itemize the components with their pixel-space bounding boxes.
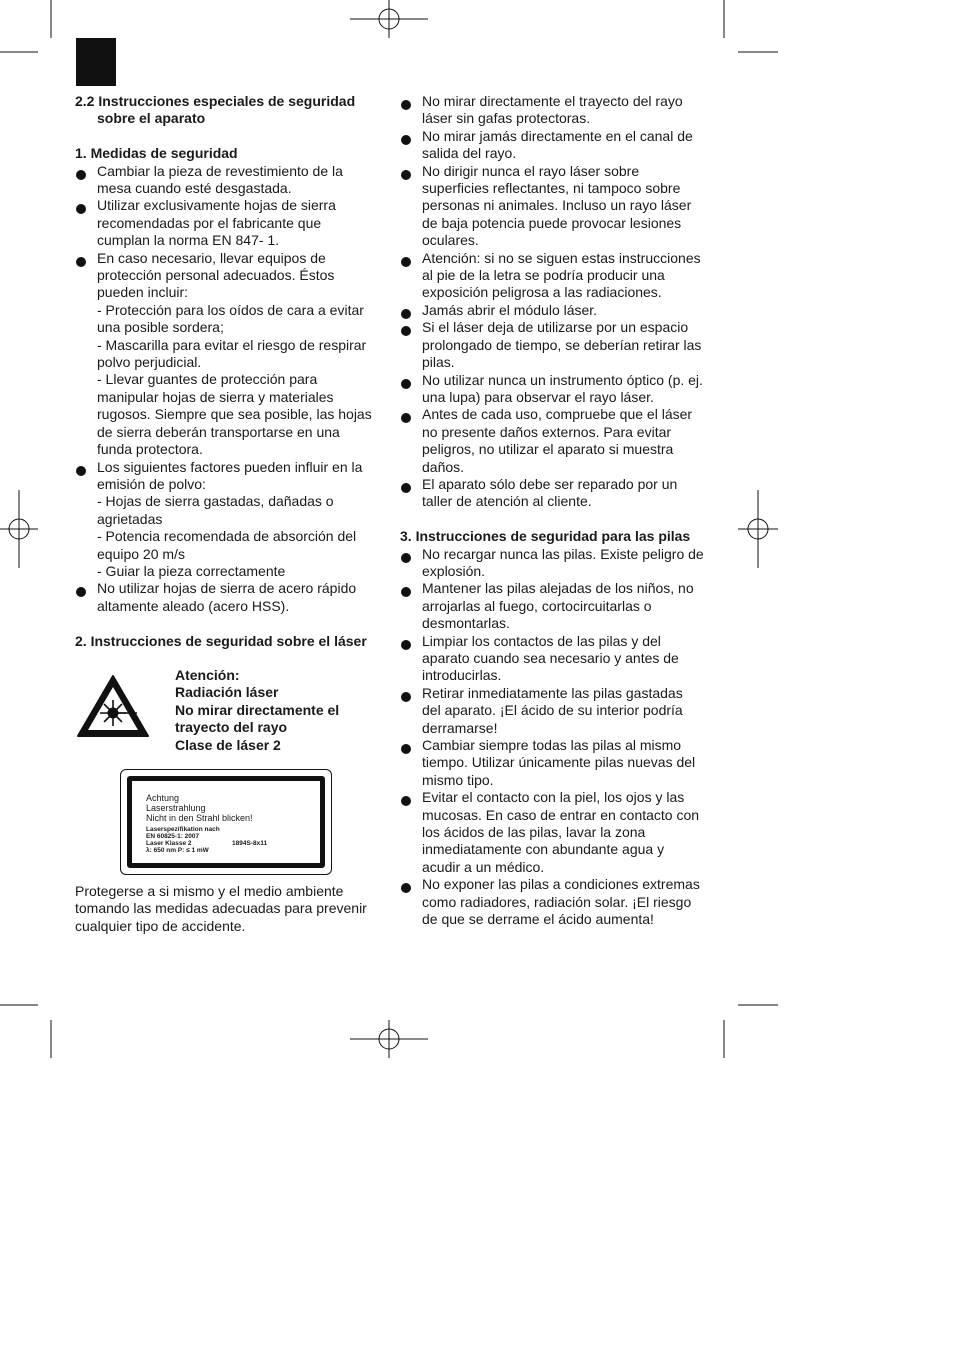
list-item: No utilizar nunca un instrumento óptico (p. ej. una lupa) para observar el rayo láser. — [400, 372, 705, 407]
list-item: No dirigir nunca el rayo láser sobre superficies reflectantes, ni tampoco sobre personas ni animales. Incluso un rayo láser de baja potencia puede provocar lesiones oculares. — [400, 163, 705, 250]
closing-paragraph: Protegerse a si mismo y el medio ambiente tomando las medidas adecuadas para prevenir cualquier tipo de accidente. — [75, 882, 367, 934]
list-item: Cambiar siempre todas las pilas al mismo tiempo. Utilizar únicamente pilas nuevas del mismo tipo. — [400, 737, 705, 789]
laser-label: Achtung Laserstrahlung Nicht in den Strahl blicken! Laserspezifikation nach EN 60825-1: 2007 Laser Klasse 2 1894S-8x11 λ: 650 nm P: ≤ 1 mW — [120, 769, 332, 875]
list-subitem: - Llevar guantes de protección para manipular hojas de sierra y materiales rugosos. Siempre que sea posible, las hojas de sierra deberán transportarse en una funda protectora. — [97, 371, 372, 458]
section-1-title: 1. Medidas de seguridad — [75, 145, 238, 162]
list-item: Atención: si no se siguen estas instrucciones al pie de la letra se podría producir una exposición peligrosa a las radiaciones. — [400, 250, 705, 302]
list-item: En caso necesario, llevar equipos de protección personal adecuados. Éstos pueden incluir: - Protección para los oídos de cara a evitar una posible sordera; - Mascarilla para evitar el riesgo de respirar polvo perjudicial. - Llevar guantes de protección para manipular hojas de sierra y materiales rugosos. Siempre que sea posible, las hojas de sierra deberán transportarse en una funda protectora. — [75, 250, 375, 459]
list-item: No recargar nunca las pilas. Existe peligro de explosión. — [400, 546, 705, 581]
list-subitem: - Guiar la pieza correctamente — [97, 562, 286, 579]
list-item: No mirar directamente el trayecto del rayo láser sin gafas protectoras. — [400, 93, 705, 128]
list-item: No utilizar hojas de sierra de acero rápido altamente aleado (acero HSS). — [75, 580, 375, 615]
list-item: Cambiar la pieza de revestimiento de la mesa cuando esté desgastada. — [75, 163, 375, 198]
list-item: Limpiar los contactos de las pilas y del aparato cuando sea necesario y antes de introducirlas. — [400, 633, 705, 685]
list-item: Si el láser deja de utilizarse por un espacio prolongado de tiempo, se deberían retirar las pilas. — [400, 319, 705, 371]
safety-measures-list — [75, 163, 375, 616]
section-2-title: 2. Instrucciones de seguridad sobre el láser — [75, 632, 367, 649]
list-item: Evitar el contacto con la piel, los ojos y las mucosas. En caso de entrar en contacto con los ácidos de las pilas, lavar la zona inmediatamente con abundante agua y acudir a un médico. — [400, 789, 705, 876]
list-item: El aparato sólo debe ser reparado por un taller de atención al cliente. — [400, 476, 705, 511]
section-2-2-title: 2.2 Instrucciones especiales de seguridad sobre el aparato — [75, 93, 356, 127]
list-item: Retirar inmediatamente las pilas gastadas del aparato. ¡El ácido de su interior podría derramarse! — [400, 685, 705, 737]
left-column — [75, 93, 375, 935]
laser-warning-text: Atención: Radiación láser No mirar directamente el trayecto del rayo Clase de láser 2 — [175, 666, 340, 753]
list-item: No exponer las pilas a condiciones extremas como radiadores, radiación solar. ¡El riesgo de que se derrame el ácido aumenta! — [400, 876, 705, 928]
list-item: Mantener las pilas alejadas de los niños, no arrojarlas al fuego, cortocircuitarlas o desmontarlas. — [400, 580, 705, 632]
list-subitem: - Protección para los oídos de cara a evitar una posible sordera; — [97, 301, 364, 336]
list-item: Los siguientes factores pueden influir en la emisión de polvo: - Hojas de sierra gastadas, dañadas o agrietadas - Potencia recomendada de absorción del equipo 20 m/s - Guiar la pieza correctamente — [75, 459, 375, 581]
list-item: Utilizar exclusivamente hojas de sierra recomendadas por el fabricante que cumplan la norma EN 847- 1. — [75, 197, 375, 249]
list-item: Antes de cada uso, compruebe que el láser no presente daños externos. Para evitar peligros, no utilizar el aparato si muestra daños. — [400, 406, 705, 476]
language-tab-marker — [76, 38, 116, 86]
list-item: No mirar jamás directamente en el canal de salida del rayo. — [400, 128, 705, 163]
right-column — [400, 93, 705, 928]
laser-warning — [75, 667, 375, 759]
list-subitem: - Hojas de sierra gastadas, dañadas o agrietadas — [97, 493, 334, 527]
battery-safety-list — [400, 546, 705, 929]
laser-safety-list — [400, 93, 705, 511]
section-3-title: 3. Instrucciones de seguridad para las pilas — [400, 528, 691, 545]
list-item: Jamás abrir el módulo láser. — [400, 302, 705, 319]
laser-hazard-icon — [75, 673, 151, 739]
list-subitem: - Mascarilla para evitar el riesgo de respirar polvo perjudicial. — [97, 336, 367, 371]
list-subitem: - Potencia recomendada de absorción del equipo 20 m/s — [97, 528, 357, 562]
